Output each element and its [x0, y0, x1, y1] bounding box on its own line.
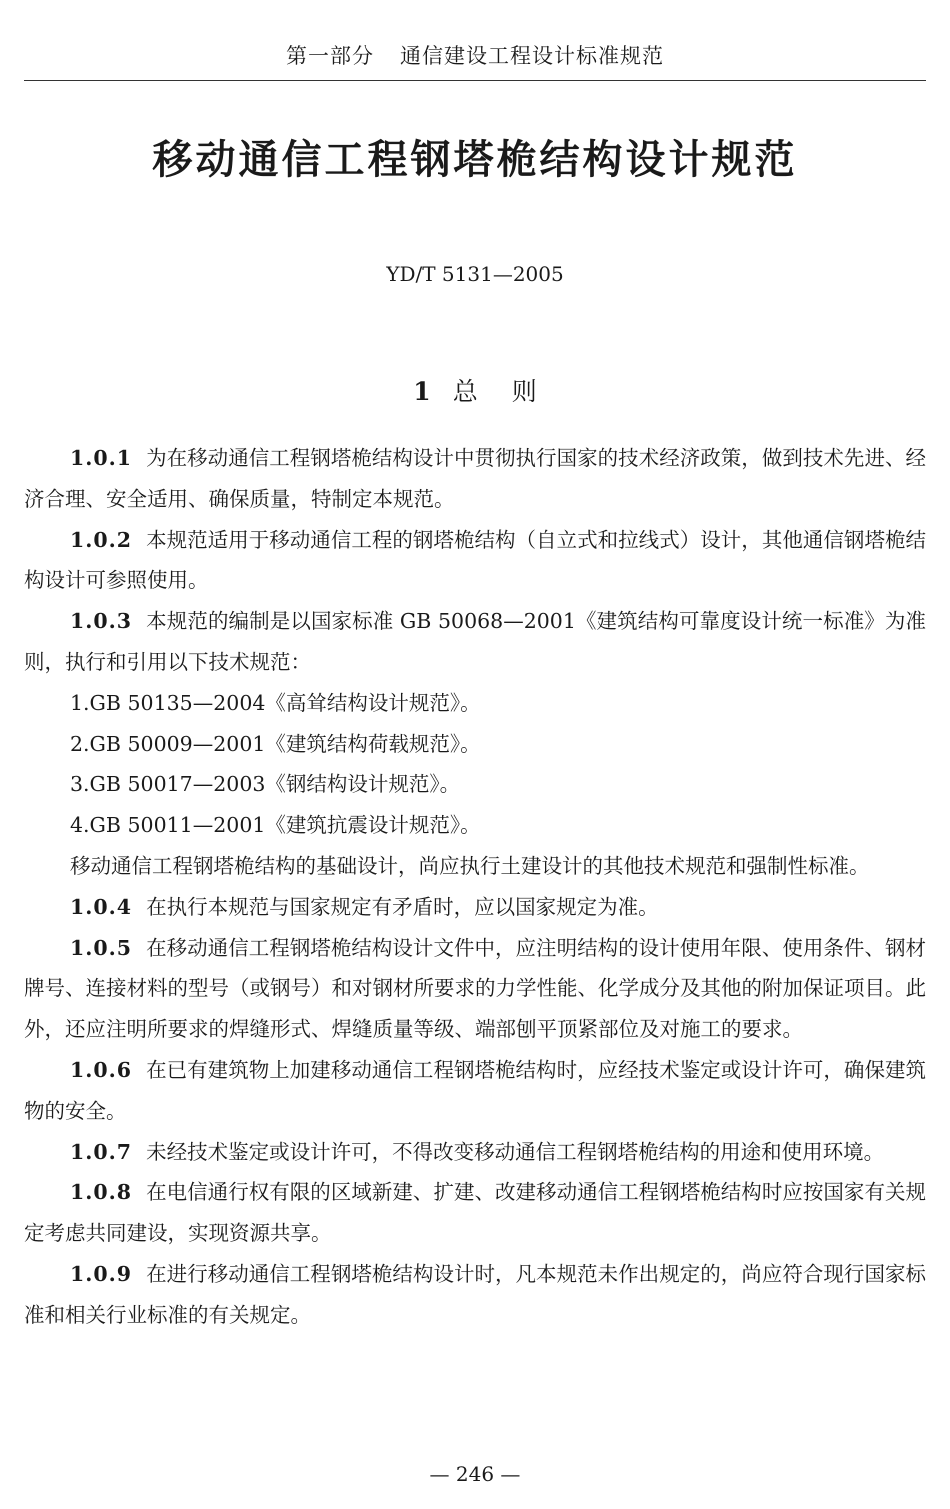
chapter-name: 总则 [452, 377, 571, 406]
clause-text: 在已有建筑物上加建移动通信工程钢塔桅结构时，应经技术鉴定或设计许可，确保建筑物的安全。 [24, 1057, 926, 1123]
clause-1-0-7 [24, 1132, 926, 1173]
foundation-note: 移动通信工程钢塔桅结构的基础设计，尚应执行土建设计的其他技术规范和强制性标准。 [70, 853, 870, 878]
clause-1-0-4 [24, 887, 926, 928]
chapter-number: 1 [413, 377, 431, 406]
clause-text: 在移动通信工程钢塔桅结构设计文件中，应注明结构的设计使用年限、使用条件、钢材牌号、连接材料的型号（或钢号）和对钢材所要求的力学性能、化学成分及其他的附加保证项目。此外，还应注明所要求的焊缝形式、焊缝质量等级、端部刨平顶紧部位及对施工的要求。 [24, 935, 926, 1042]
clause-1-0-6 [24, 1050, 926, 1132]
header-part: 第一部分 [286, 44, 374, 68]
clause-number: 1.0.1 [70, 446, 133, 470]
clause-1-0-1 [24, 438, 926, 520]
clause-number: 1.0.8 [70, 1180, 133, 1205]
running-header [0, 40, 950, 70]
reference-item-4: 4.GB 50011—2001《建筑抗震设计规范》。 [70, 813, 481, 838]
clause-body [24, 438, 926, 1336]
clause-number: 1.0.2 [70, 527, 133, 552]
clause-1-0-2 [24, 520, 926, 602]
document-title: 移动通信工程钢塔桅结构设计规范 [152, 136, 798, 183]
clause-1-0-5 [24, 928, 926, 1050]
clause-text: 在执行本规范与国家规定有矛盾时，应以国家规定为准。 [146, 894, 659, 919]
clause-number: 1.0.7 [70, 1139, 133, 1164]
reference-item-1: 1.GB 50135—2004《高耸结构设计规范》。 [70, 690, 481, 715]
header-rule [24, 80, 926, 81]
header-section: 通信建设工程设计标准规范 [400, 44, 664, 68]
standard-code: YD/T 5131—2005 [386, 262, 564, 286]
clause-text: 在电信通行权有限的区域新建、扩建、改建移动通信工程钢塔桅结构时应按国家有关规定考虑共同建设，实现资源共享。 [24, 1180, 926, 1246]
clause-text: 为在移动通信工程钢塔桅结构设计中贯彻执行国家的技术经济政策，做到技术先进、经济合理、安全适用、确保质量，特制定本规范。 [24, 446, 926, 511]
clause-number: 1.0.9 [70, 1261, 133, 1286]
page-number: — 246 — [429, 1462, 521, 1486]
reference-item-3: 3.GB 50017—2003《钢结构设计规范》。 [70, 772, 461, 797]
clause-1-0-8 [24, 1172, 926, 1254]
clause-number: 1.0.4 [70, 894, 133, 919]
reference-item-2: 2.GB 50009—2001《建筑结构荷载规范》。 [70, 731, 481, 756]
clause-text: 未经技术鉴定或设计许可，不得改变移动通信工程钢塔桅结构的用途和使用环境。 [146, 1139, 885, 1164]
clause-number: 1.0.5 [70, 935, 133, 960]
clause-number: 1.0.3 [70, 609, 133, 634]
clause-number: 1.0.6 [70, 1057, 133, 1082]
clause-text: 本规范适用于移动通信工程的钢塔桅结构（自立式和拉线式）设计，其他通信钢塔桅结构设计可参照使用。 [24, 527, 926, 593]
clause-1-0-3 [24, 601, 926, 683]
chapter-heading [0, 372, 950, 408]
clause-text: 本规范的编制是以国家标准 GB 50068—2001《建筑结构可靠度设计统一标准》为准则，执行和引用以下技术规范： [24, 609, 926, 674]
clause-text: 在进行移动通信工程钢塔桅结构设计时，凡本规范未作出规定的，尚应符合现行国家标准和相关行业标准的有关规定。 [24, 1261, 926, 1327]
clause-1-0-9 [24, 1254, 926, 1336]
